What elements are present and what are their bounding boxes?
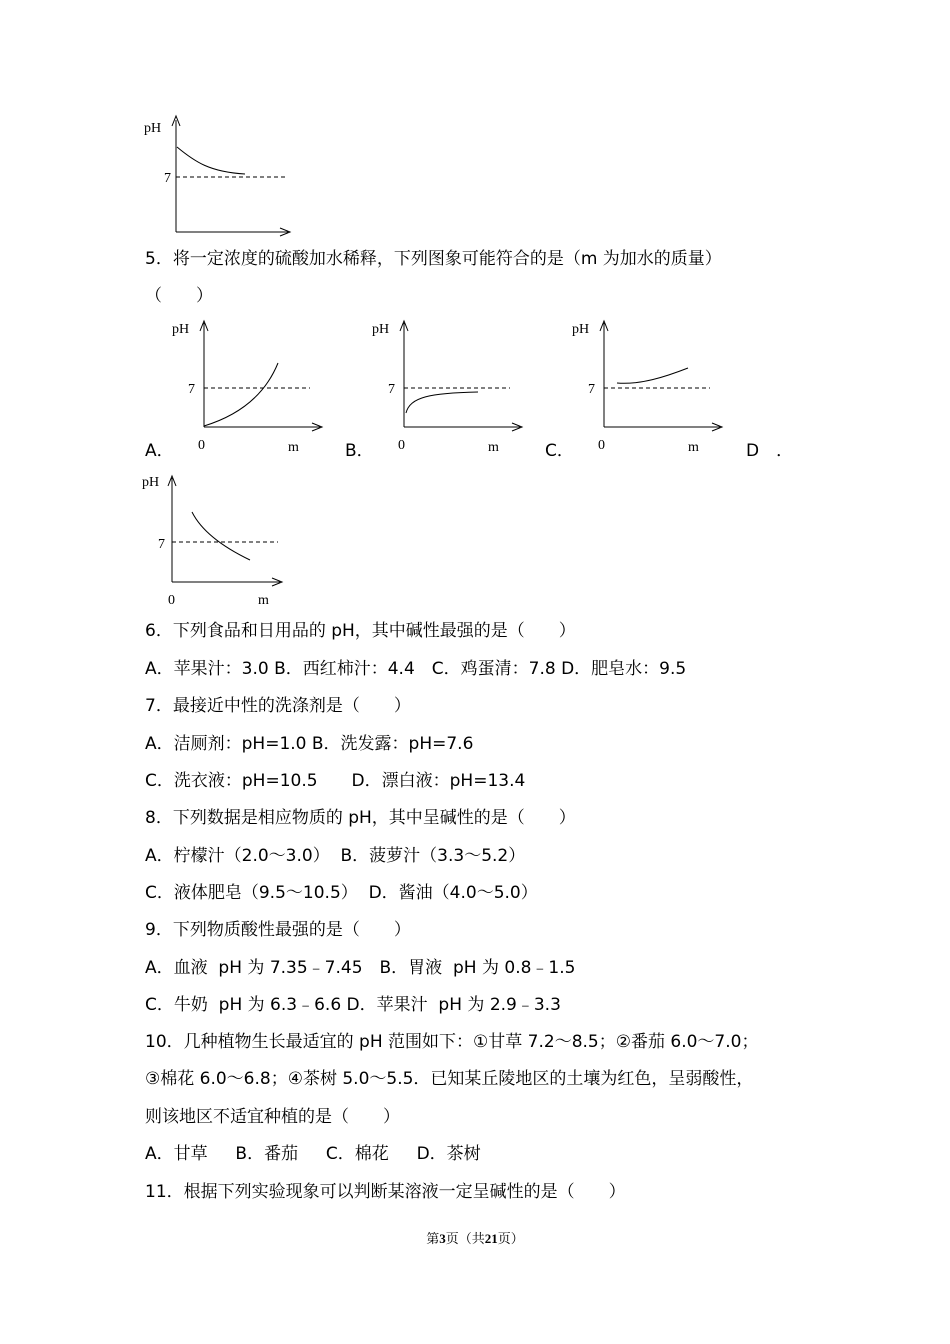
q5-option-b-label: B． xyxy=(345,441,374,461)
q5-option-a-graph[interactable] xyxy=(170,315,330,460)
q5-a-curve xyxy=(204,363,278,426)
q10-stem-2: ③棉花 6.0～6.8；④茶树 5.0～5.5．已知某丘陵地区的土壤为红色，呈弱酸性， xyxy=(145,1069,754,1089)
q5-stem: 5．将一定浓度的硫酸加水稀释，下列图象可能符合的是（m 为加水的质量） xyxy=(145,249,722,269)
svg-text:0: 0 xyxy=(168,593,175,608)
svg-text:m: m xyxy=(288,440,299,455)
q8-options-2: C．液体肥皂（9.5～10.5） D．酱油（4.0～5.0） xyxy=(145,883,538,903)
q5-c-curve xyxy=(617,368,688,383)
q9-options-1: A．血液 pH 为 7.35﹣7.45 B．胃液 pH 为 0.8﹣1.5 xyxy=(145,958,576,978)
svg-text:7: 7 xyxy=(158,537,165,552)
q10-stem-1: 10．几种植物生长最适宜的 pH 范围如下：①甘草 7.2～8.5；②番茄 6.0～7.0； xyxy=(145,1032,759,1052)
q11-stem: 11．根据下列实验现象可以判断某溶液一定呈碱性的是（ ） xyxy=(145,1182,626,1202)
total-pages: 21 xyxy=(484,1231,498,1246)
svg-text:7: 7 xyxy=(188,382,195,397)
q5-paren: （ ） xyxy=(145,286,213,306)
q7-options-2: C．洗衣液：pH=10.5 D．漂白液：pH=13.4 xyxy=(145,771,526,791)
q8-options-1: A．柠檬汁（2.0～3.0） B．菠萝汁（3.3～5.2） xyxy=(145,846,526,866)
q5-option-c-label: C． xyxy=(545,441,574,461)
top-yref: 7 xyxy=(164,171,171,186)
svg-text:m: m xyxy=(488,440,499,455)
svg-text:0: 0 xyxy=(198,438,205,453)
svg-text:7: 7 xyxy=(588,382,595,397)
svg-text:pH: pH xyxy=(172,322,190,337)
top-curve xyxy=(177,147,245,174)
page-footer: 第3页（共21页） xyxy=(426,1231,524,1246)
q6-stem: 6．下列食品和日用品的 pH，其中碱性最强的是（ ） xyxy=(145,621,576,641)
q9-options-2: C．牛奶 pH 为 6.3﹣6.6 D．苹果汁 pH 为 2.9﹣3.3 xyxy=(145,995,561,1015)
svg-text:m: m xyxy=(258,593,269,608)
svg-text:pH: pH xyxy=(142,475,160,490)
q5-b-curve xyxy=(406,392,478,413)
q7-stem: 7．最接近中性的洗涤剂是（ ） xyxy=(145,696,411,716)
q5-option-d-label: D ． xyxy=(746,441,794,461)
q8-stem: 8．下列数据是相应物质的 pH，其中呈碱性的是（ ） xyxy=(145,808,576,828)
svg-text:7: 7 xyxy=(388,382,395,397)
q7-options-1: A．洁厕剂：pH=1.0 B．洗发露：pH=7.6 xyxy=(145,734,474,754)
svg-text:0: 0 xyxy=(398,438,405,453)
q5-option-b-graph[interactable] xyxy=(370,315,530,460)
q5-option-c-graph[interactable] xyxy=(570,315,730,460)
svg-text:0: 0 xyxy=(598,438,605,453)
svg-text:pH: pH xyxy=(372,322,390,337)
q10-stem-3: 则该地区不适宜种植的是（ ） xyxy=(145,1107,400,1127)
svg-text:pH: pH xyxy=(572,322,590,337)
q5-option-d-graph[interactable] xyxy=(140,470,300,610)
top-ph-graph xyxy=(140,112,300,242)
page-number: 3 xyxy=(439,1231,446,1246)
top-ylabel: pH xyxy=(144,121,162,136)
q10-options: A．甘草 B．番茄 C．棉花 D．茶树 xyxy=(145,1144,481,1164)
q5-option-a-label: A． xyxy=(145,441,174,461)
svg-text:m: m xyxy=(688,440,699,455)
q5-d-curve xyxy=(192,512,250,560)
q6-options: A．苹果汁：3.0 B．西红柿汁：4.4 C．鸡蛋清：7.8 D．肥皂水：9.5 xyxy=(145,659,687,679)
q9-stem: 9．下列物质酸性最强的是（ ） xyxy=(145,920,411,940)
